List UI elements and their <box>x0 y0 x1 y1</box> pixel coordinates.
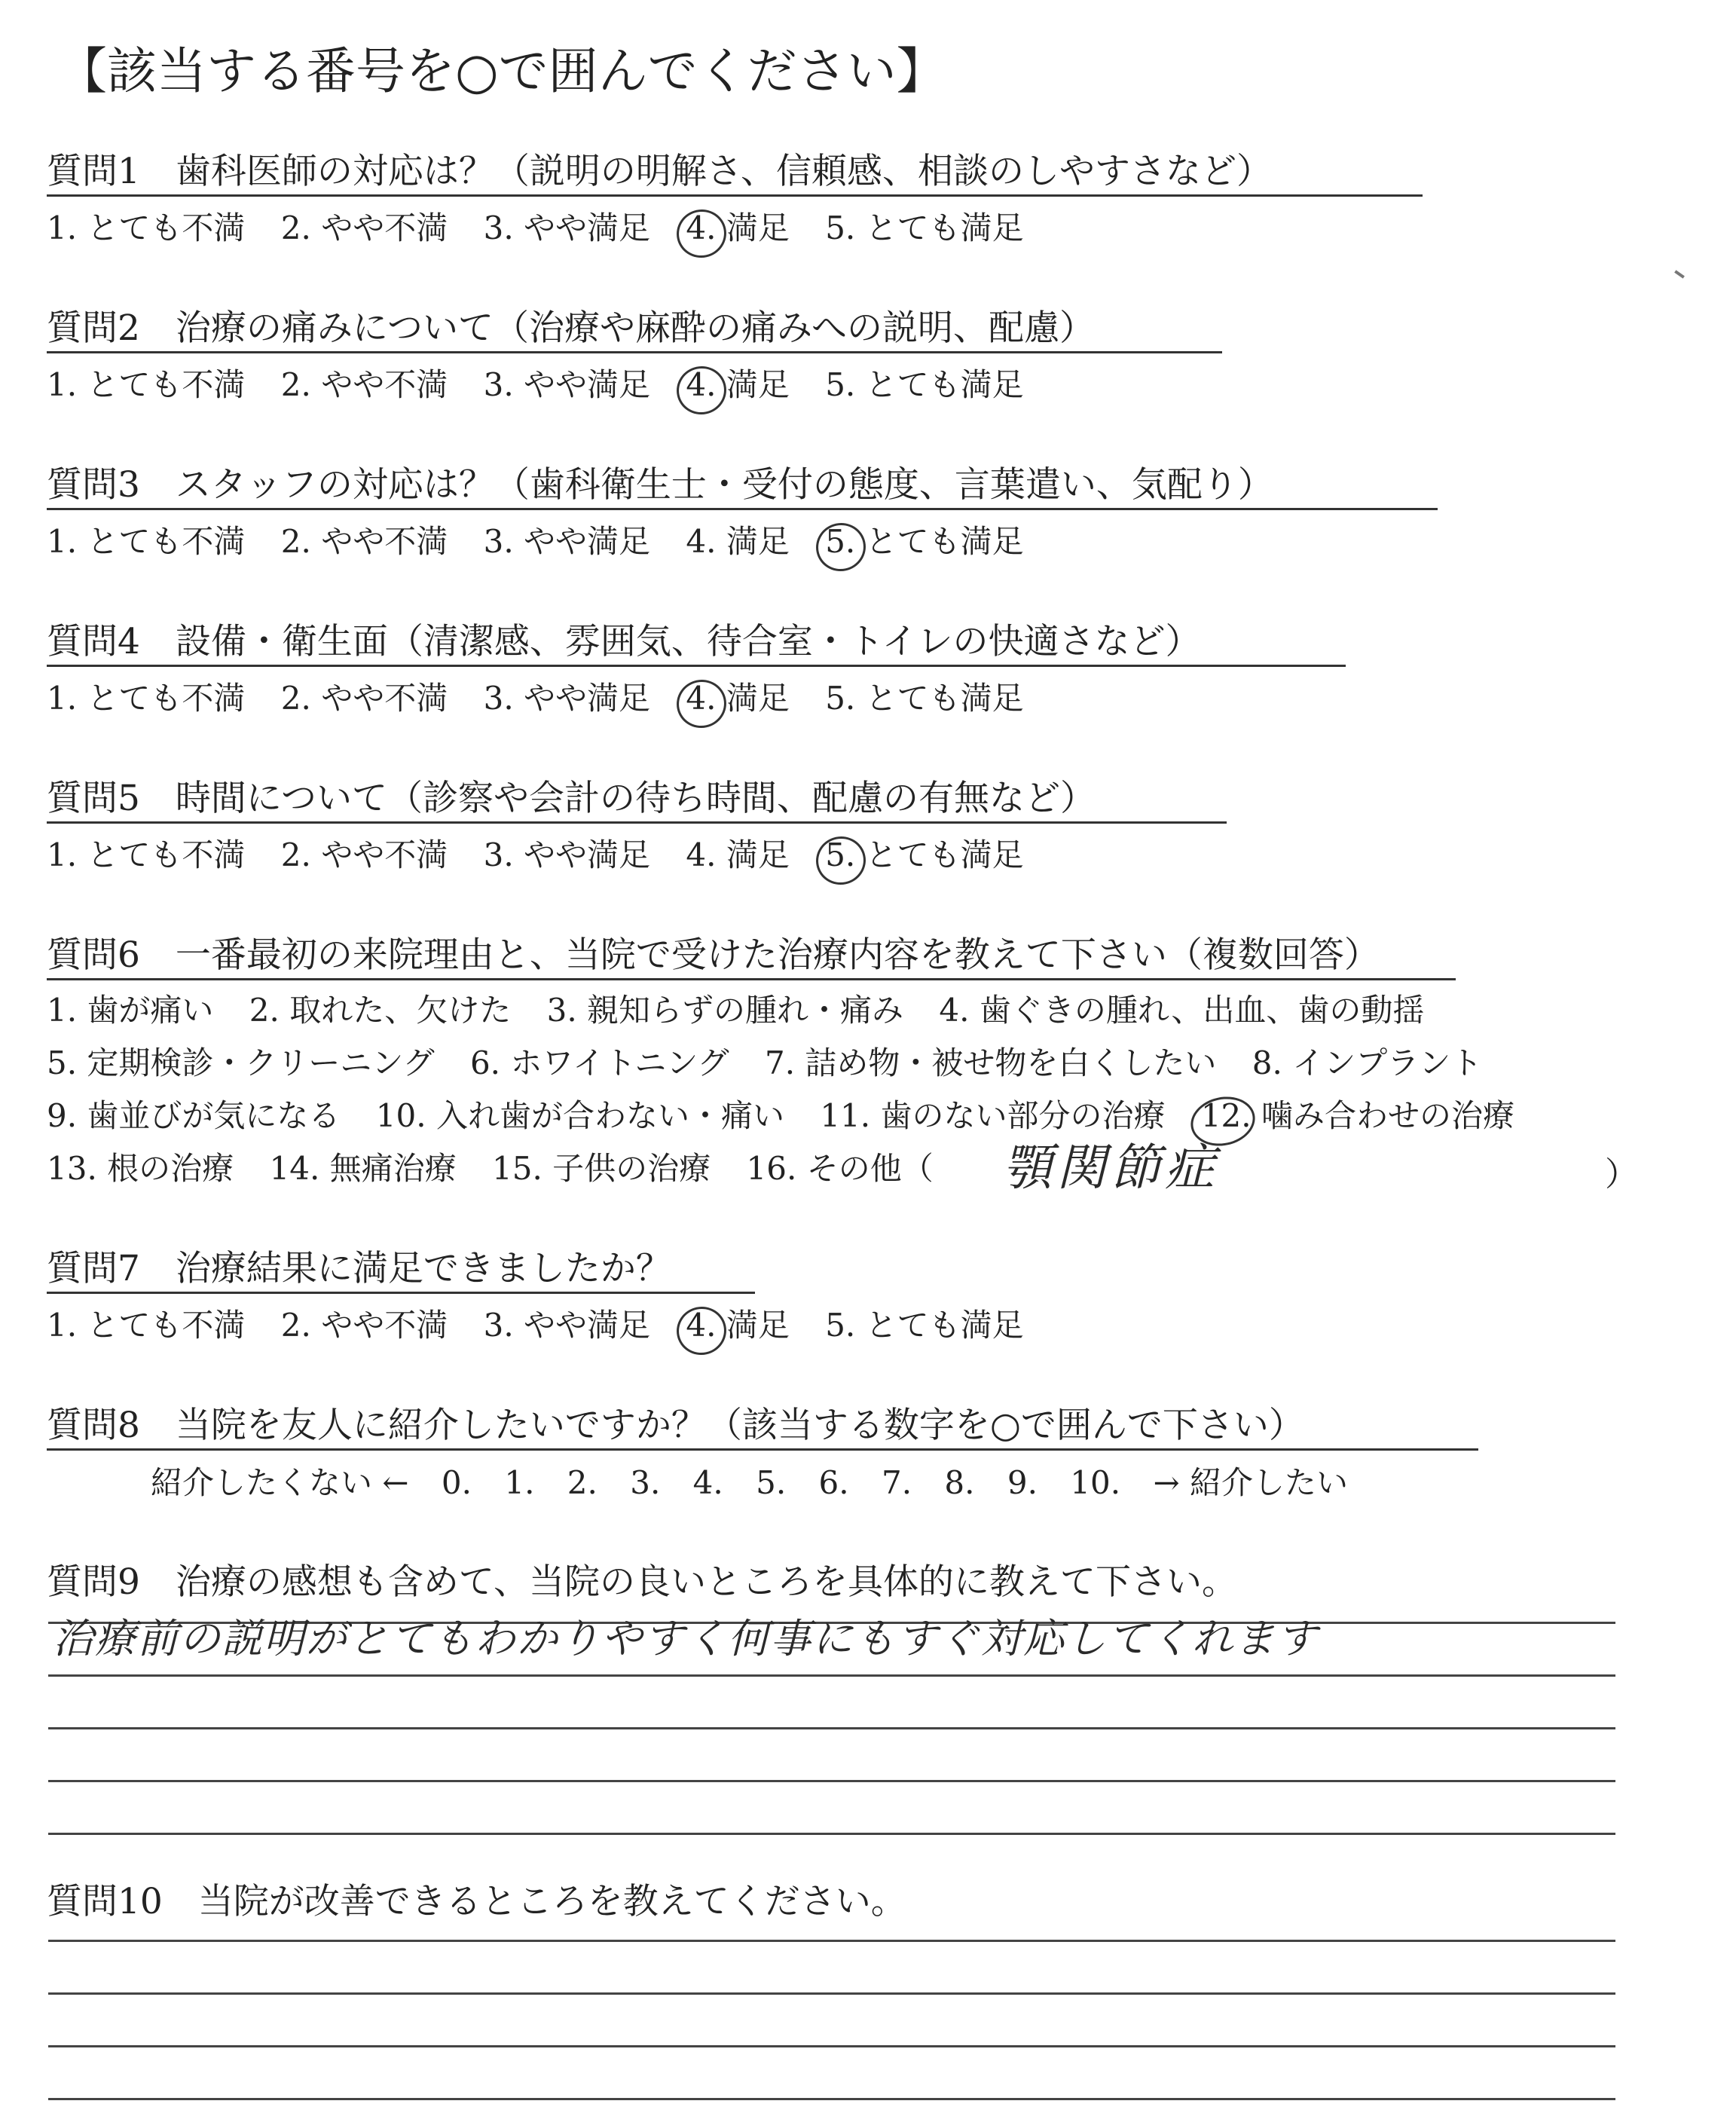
q1-option-2[interactable]: 2. やや不満 <box>280 209 448 246</box>
q3-option-2[interactable]: 2. やや不満 <box>280 523 448 560</box>
q5-option-4[interactable]: 4. 満足 <box>686 836 790 873</box>
q7-option-2[interactable]: 2. やや不満 <box>280 1307 448 1344</box>
q10-answer-line-1[interactable] <box>48 1940 1615 1942</box>
question-6-row-3 <box>47 1094 1540 1138</box>
question-4-options <box>47 677 1050 720</box>
q10-answer-line-4[interactable] <box>48 2098 1615 2100</box>
q2-option-2[interactable]: 2. やや不満 <box>280 366 448 403</box>
q1-option-3[interactable]: 3. やや満足 <box>483 209 651 246</box>
q6-option-5[interactable]: 5. 定期検診・クリーニング <box>47 1044 435 1081</box>
q6-option-14[interactable]: 14. 無痛治療 <box>269 1150 457 1187</box>
question-4-underline <box>47 665 1346 667</box>
q9-answer-line-4 <box>48 1780 1615 1782</box>
q6-option-8[interactable]: 8. インプラント <box>1252 1044 1483 1081</box>
q5-option-5-selected[interactable]: 5. とても満足 <box>825 833 1023 877</box>
q6-option-9[interactable]: 9. 歯並びが気になる <box>47 1097 341 1134</box>
q8-number-3[interactable]: 3. <box>630 1464 661 1501</box>
q10-answer-line-2[interactable] <box>48 1992 1615 1995</box>
question-5-options <box>47 833 1050 877</box>
question-6-row-4 <box>47 1147 959 1191</box>
q3-option-4[interactable]: 4. 満足 <box>686 523 790 560</box>
question-5-heading: 質問5 時間について（診察や会計の待ち時間、配慮の有無など） <box>47 778 1096 819</box>
q6-other-close-paren: ） <box>1605 1155 1638 1194</box>
question-3-underline <box>47 508 1438 510</box>
q8-number-1[interactable]: 1. <box>504 1464 535 1501</box>
q3-option-5-selected[interactable]: 5. とても満足 <box>825 520 1023 564</box>
question-3-heading: 質問3 スタッフの対応は？（歯科衛生士・受付の態度、言葉遣い、気配り） <box>47 464 1273 506</box>
question-1-options <box>47 206 1050 250</box>
q6-option-10[interactable]: 10. 入れ歯が合わない・痛い <box>375 1097 784 1134</box>
q3-option-1[interactable]: 1. とても不満 <box>47 523 246 560</box>
q7-option-3[interactable]: 3. やや満足 <box>483 1307 651 1344</box>
q10-answer-line-3[interactable] <box>48 2045 1615 2047</box>
question-9-heading: 質問9 治療の感想も含めて、当院の良いところを具体的に教えて下さい。 <box>47 1561 1237 1603</box>
question-8-scale <box>151 1462 1371 1504</box>
q6-other-handwritten[interactable]: 顎関節症 <box>1002 1139 1219 1197</box>
q8-number-7[interactable]: 7. <box>881 1464 912 1501</box>
question-6-heading: 質問6 一番最初の来院理由と、当院で受けた治療内容を教えて下さい（複数回答） <box>47 934 1380 976</box>
q6-option-7[interactable]: 7. 詰め物・被せ物を白くしたい <box>764 1044 1217 1081</box>
form-title: 【該当する番号を○で囲んでください】 <box>57 42 946 100</box>
q8-number-2[interactable]: 2. <box>567 1464 598 1501</box>
q6-option-2[interactable]: 2. 取れた、欠けた <box>249 992 512 1029</box>
q3-option-3[interactable]: 3. やや満足 <box>483 523 651 560</box>
q8-number-8[interactable]: 8. <box>944 1464 975 1501</box>
q8-number-10[interactable]: 10. <box>1070 1464 1121 1501</box>
q1-option-4-selected[interactable]: 4. 満足 <box>686 206 789 250</box>
question-1-heading: 質問1 歯科医師の対応は？（説明の明解さ、信頼感、相談のしやすさなど） <box>47 151 1273 192</box>
q8-left-label: 紹介したくない ← <box>151 1464 409 1501</box>
q8-number-5[interactable]: 5. <box>756 1464 787 1501</box>
q9-answer-line-5 <box>48 1833 1615 1835</box>
q1-option-5[interactable]: 5. とても満足 <box>825 209 1024 246</box>
question-5-underline <box>47 821 1227 824</box>
q6-option-11[interactable]: 11. 歯のない部分の治療 <box>820 1097 1166 1134</box>
q9-answer-handwritten[interactable]: 治療前の説明がとてもわかりやすく何事にもすぐ対応してくれます <box>53 1615 1319 1662</box>
question-7-options <box>47 1304 1050 1347</box>
q2-option-4-selected[interactable]: 4. 満足 <box>686 363 789 407</box>
q5-option-3[interactable]: 3. やや満足 <box>483 836 651 873</box>
q6-option-16[interactable]: 16. その他（ <box>746 1150 934 1187</box>
q9-answer-line-2 <box>48 1674 1615 1677</box>
question-10-heading: 質問10 当院が改善できるところを教えてください。 <box>47 1881 906 1922</box>
question-8-heading: 質問8 当院を友人に紹介したいですか？（該当する数字を○で囲んで下さい） <box>47 1405 1304 1446</box>
q8-number-0[interactable]: 0. <box>441 1464 472 1501</box>
q4-option-1[interactable]: 1. とても不満 <box>47 680 246 717</box>
scan-speck <box>1674 270 1685 278</box>
question-6-row-2 <box>47 1041 1508 1085</box>
q5-option-1[interactable]: 1. とても不満 <box>47 836 246 873</box>
q4-option-2[interactable]: 2. やや不満 <box>280 680 448 717</box>
q1-option-1[interactable]: 1. とても不満 <box>47 209 246 246</box>
question-4-heading: 質問4 設備・衛生面（清潔感、雰囲気、待合室・トイレの快適さなど） <box>47 621 1201 662</box>
question-6-underline <box>47 978 1456 980</box>
q6-option-12-selected[interactable]: 12. 噛み合わせの治療 <box>1201 1094 1514 1138</box>
q4-option-3[interactable]: 3. やや満足 <box>483 680 651 717</box>
q8-number-9[interactable]: 9. <box>1007 1464 1038 1501</box>
question-7-underline <box>47 1292 755 1294</box>
question-8-underline <box>47 1448 1478 1451</box>
q2-option-1[interactable]: 1. とても不満 <box>47 366 246 403</box>
q8-right-label: → 紹介したい <box>1153 1464 1348 1501</box>
question-3-options <box>47 520 1050 564</box>
question-7-heading: 質問7 治療結果に満足できましたか？ <box>47 1248 671 1289</box>
q7-option-1[interactable]: 1. とても不満 <box>47 1307 246 1344</box>
q6-option-3[interactable]: 3. 親知らずの腫れ・痛み <box>546 992 904 1029</box>
q6-option-4[interactable]: 4. 歯ぐきの腫れ、出血、歯の動揺 <box>939 992 1425 1029</box>
q2-option-3[interactable]: 3. やや満足 <box>483 366 651 403</box>
q6-option-15[interactable]: 15. 子供の治療 <box>492 1150 711 1187</box>
q6-option-13[interactable]: 13. 根の治療 <box>47 1150 234 1187</box>
question-6-row-1 <box>47 989 1450 1032</box>
q8-number-4[interactable]: 4. <box>692 1464 723 1501</box>
question-2-underline <box>47 351 1222 353</box>
q7-option-4-selected[interactable]: 4. 満足 <box>686 1304 789 1347</box>
question-1-underline <box>47 194 1423 197</box>
q4-option-5[interactable]: 5. とても満足 <box>825 680 1024 717</box>
q5-option-2[interactable]: 2. やや不満 <box>280 836 448 873</box>
q6-option-6[interactable]: 6. ホワイトニング <box>469 1044 729 1081</box>
q6-option-1[interactable]: 1. 歯が痛い <box>47 992 214 1029</box>
q7-option-5[interactable]: 5. とても満足 <box>825 1307 1024 1344</box>
q4-option-4-selected[interactable]: 4. 満足 <box>686 677 789 720</box>
q8-number-6[interactable]: 6. <box>818 1464 849 1501</box>
question-2-heading: 質問2 治療の痛みについて（治療や麻酔の痛みへの説明、配慮） <box>47 307 1096 349</box>
q2-option-5[interactable]: 5. とても満足 <box>825 366 1024 403</box>
q9-answer-line-3 <box>48 1727 1615 1729</box>
question-2-options <box>47 363 1050 407</box>
